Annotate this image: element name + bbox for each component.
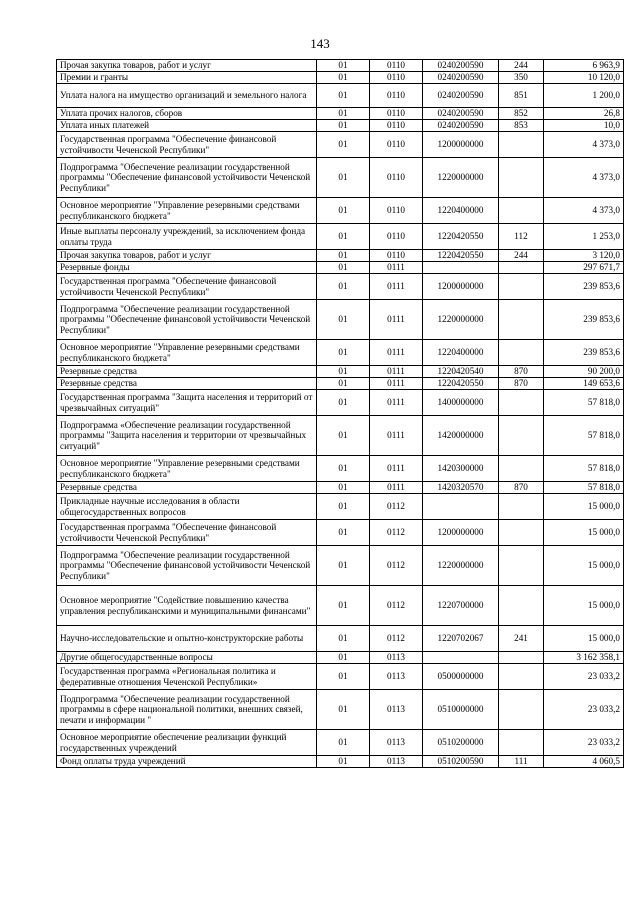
- row-expense-type: [499, 664, 544, 690]
- row-subsection: 0111: [370, 378, 423, 390]
- row-expense-type: [499, 690, 544, 730]
- row-subsection: 0113: [370, 730, 423, 756]
- row-amount: 4 373,0: [544, 132, 624, 158]
- row-name: Премии и гранты: [57, 72, 317, 84]
- row-section: 01: [317, 72, 370, 84]
- row-amount: 15 000,0: [544, 586, 624, 626]
- row-subsection: 0112: [370, 520, 423, 546]
- row-name: Прочая закупка товаров, работ и услуг: [57, 250, 317, 262]
- table-row: [57, 108, 624, 120]
- table-row: [57, 274, 624, 300]
- table-row: [57, 520, 624, 546]
- row-subsection: 0113: [370, 652, 423, 664]
- table-row: [57, 664, 624, 690]
- row-amount: 15 000,0: [544, 546, 624, 586]
- table-row: [57, 198, 624, 224]
- row-amount: 239 853,6: [544, 274, 624, 300]
- row-target-article: 0240200590: [423, 84, 499, 108]
- row-subsection: 0111: [370, 274, 423, 300]
- row-section: 01: [317, 546, 370, 586]
- row-name: Уплата прочих налогов, сборов: [57, 108, 317, 120]
- table-row: [57, 262, 624, 274]
- table-row: [57, 378, 624, 390]
- row-subsection: 0110: [370, 224, 423, 250]
- row-expense-type: 111: [499, 756, 544, 768]
- row-name: Прикладные научные исследования в области общегосударственных вопросов: [57, 494, 317, 520]
- row-section: 01: [317, 730, 370, 756]
- row-target-article: 1220420540: [423, 366, 499, 378]
- row-subsection: 0111: [370, 416, 423, 456]
- row-subsection: 0113: [370, 690, 423, 730]
- table-row: [57, 340, 624, 366]
- row-target-article: 1220700000: [423, 586, 499, 626]
- row-target-article: [423, 262, 499, 274]
- row-section: 01: [317, 224, 370, 250]
- row-expense-type: [499, 416, 544, 456]
- row-expense-type: [499, 494, 544, 520]
- row-subsection: 0113: [370, 664, 423, 690]
- row-subsection: 0110: [370, 72, 423, 84]
- row-amount: 149 653,6: [544, 378, 624, 390]
- row-expense-type: [499, 300, 544, 340]
- row-amount: 4 373,0: [544, 198, 624, 224]
- row-subsection: 0112: [370, 626, 423, 652]
- row-subsection: 0113: [370, 756, 423, 768]
- row-subsection: 0111: [370, 366, 423, 378]
- row-expense-type: [499, 158, 544, 198]
- row-target-article: 1200000000: [423, 132, 499, 158]
- row-name: Основное мероприятие "Содействие повышению качества управления республиканскими и муниципальными финансами": [57, 586, 317, 626]
- row-section: 01: [317, 664, 370, 690]
- row-subsection: 0111: [370, 482, 423, 494]
- row-name: Основное мероприятие "Управление резервными средствами республиканского бюджета": [57, 198, 317, 224]
- table-row: [57, 84, 624, 108]
- row-section: 01: [317, 274, 370, 300]
- row-expense-type: 244: [499, 60, 544, 72]
- row-name: Фонд оплаты труда учреждений: [57, 756, 317, 768]
- row-amount: 1 200,0: [544, 84, 624, 108]
- row-name: Основное мероприятие "Управление резервными средствами республиканского бюджета": [57, 456, 317, 482]
- budget-table-body: [57, 60, 624, 768]
- row-name: Государственная программа "Обеспечение финансовой устойчивости Чеченской Республики": [57, 132, 317, 158]
- table-row: [57, 730, 624, 756]
- row-expense-type: 870: [499, 378, 544, 390]
- row-section: 01: [317, 494, 370, 520]
- row-expense-type: [499, 520, 544, 546]
- row-expense-type: [499, 586, 544, 626]
- row-target-article: 1220000000: [423, 546, 499, 586]
- table-row: [57, 72, 624, 84]
- row-expense-type: [499, 730, 544, 756]
- row-section: 01: [317, 120, 370, 132]
- row-amount: 239 853,6: [544, 340, 624, 366]
- row-target-article: 0510200590: [423, 756, 499, 768]
- row-target-article: 0510200000: [423, 730, 499, 756]
- row-name: Иные выплаты персоналу учреждений, за исключением фонда оплаты труда: [57, 224, 317, 250]
- row-target-article: 1220400000: [423, 340, 499, 366]
- row-expense-type: [499, 456, 544, 482]
- table-row: [57, 224, 624, 250]
- table-row: [57, 250, 624, 262]
- page-number: 143: [310, 36, 330, 51]
- row-amount: 57 818,0: [544, 390, 624, 416]
- row-section: 01: [317, 626, 370, 652]
- row-expense-type: 870: [499, 366, 544, 378]
- row-name: Другие общегосударственные вопросы: [57, 652, 317, 664]
- row-expense-type: [499, 546, 544, 586]
- row-section: 01: [317, 520, 370, 546]
- row-subsection: 0112: [370, 546, 423, 586]
- table-row: [57, 416, 624, 456]
- row-amount: 57 818,0: [544, 482, 624, 494]
- row-name: Резервные средства: [57, 482, 317, 494]
- table-row: [57, 120, 624, 132]
- table-row: [57, 132, 624, 158]
- row-subsection: 0110: [370, 198, 423, 224]
- row-target-article: 1220420550: [423, 224, 499, 250]
- row-expense-type: 350: [499, 72, 544, 84]
- row-expense-type: [499, 198, 544, 224]
- table-row: [57, 690, 624, 730]
- row-section: 01: [317, 390, 370, 416]
- row-section: 01: [317, 378, 370, 390]
- table-row: [57, 626, 624, 652]
- row-name: Подпрограмма "Обеспечение реализации государственной программы в сфере национальной политики, внешних связей, печати и информации ": [57, 690, 317, 730]
- row-amount: 4 060,5: [544, 756, 624, 768]
- row-name: Подпрограмма «Обеспечение реализации государственной программы "Защита населения и территории от чрезвычайных ситуаций": [57, 416, 317, 456]
- row-target-article: 1420320570: [423, 482, 499, 494]
- table-row: [57, 158, 624, 198]
- row-subsection: 0110: [370, 108, 423, 120]
- row-name: Государственная программа "Защита населения и территорий от чрезвычайных ситуаций": [57, 390, 317, 416]
- budget-table: [56, 59, 624, 768]
- row-subsection: 0110: [370, 84, 423, 108]
- row-section: 01: [317, 340, 370, 366]
- row-name: Уплата налога на имущество организаций и земельного налога: [57, 84, 317, 108]
- row-expense-type: [499, 274, 544, 300]
- row-name: Прочая закупка товаров, работ и услуг: [57, 60, 317, 72]
- row-name: Научно-исследовательские и опытно-конструкторские работы: [57, 626, 317, 652]
- row-section: 01: [317, 652, 370, 664]
- row-name: Резервные средства: [57, 366, 317, 378]
- row-amount: 3 120,0: [544, 250, 624, 262]
- row-subsection: 0111: [370, 456, 423, 482]
- row-expense-type: [499, 132, 544, 158]
- row-expense-type: 853: [499, 120, 544, 132]
- row-target-article: 1220000000: [423, 158, 499, 198]
- row-name: Подпрограмма "Обеспечение реализации государственной программы "Обеспечение финансовой устойчивости Чеченской Республики": [57, 546, 317, 586]
- row-section: 01: [317, 300, 370, 340]
- row-section: 01: [317, 482, 370, 494]
- row-amount: 297 671,7: [544, 262, 624, 274]
- row-amount: 57 818,0: [544, 416, 624, 456]
- row-subsection: 0110: [370, 250, 423, 262]
- row-section: 01: [317, 84, 370, 108]
- row-amount: 23 033,2: [544, 730, 624, 756]
- row-amount: 1 253,0: [544, 224, 624, 250]
- row-subsection: 0110: [370, 132, 423, 158]
- row-name: Подпрограмма "Обеспечение реализации государственной программы "Обеспечение финансовой устойчивости Чеченской Республики": [57, 300, 317, 340]
- row-amount: 23 033,2: [544, 664, 624, 690]
- row-amount: 10,0: [544, 120, 624, 132]
- row-target-article: 1220400000: [423, 198, 499, 224]
- row-target-article: 1400000000: [423, 390, 499, 416]
- row-target-article: 0240200590: [423, 60, 499, 72]
- row-expense-type: 244: [499, 250, 544, 262]
- row-subsection: 0111: [370, 262, 423, 274]
- row-subsection: 0112: [370, 494, 423, 520]
- row-amount: 23 033,2: [544, 690, 624, 730]
- row-amount: 90 200,0: [544, 366, 624, 378]
- row-amount: 6 963,9: [544, 60, 624, 72]
- row-amount: 239 853,6: [544, 300, 624, 340]
- table-row: [57, 494, 624, 520]
- row-subsection: 0110: [370, 120, 423, 132]
- row-subsection: 0111: [370, 300, 423, 340]
- row-target-article: 1220420550: [423, 250, 499, 262]
- row-amount: 4 373,0: [544, 158, 624, 198]
- table-row: [57, 546, 624, 586]
- table-row: [57, 390, 624, 416]
- row-expense-type: 112: [499, 224, 544, 250]
- row-expense-type: 852: [499, 108, 544, 120]
- row-section: 01: [317, 132, 370, 158]
- row-name: Уплата иных платежей: [57, 120, 317, 132]
- row-section: 01: [317, 262, 370, 274]
- table-row: [57, 756, 624, 768]
- row-section: 01: [317, 756, 370, 768]
- row-amount: 3 162 358,1: [544, 652, 624, 664]
- row-name: Основное мероприятие "Управление резервными средствами республиканского бюджета": [57, 340, 317, 366]
- table-row: [57, 652, 624, 664]
- row-section: 01: [317, 198, 370, 224]
- row-target-article: 0240200590: [423, 120, 499, 132]
- table-row: [57, 456, 624, 482]
- row-section: 01: [317, 690, 370, 730]
- row-target-article: 1420000000: [423, 416, 499, 456]
- row-subsection: 0112: [370, 586, 423, 626]
- row-amount: 15 000,0: [544, 494, 624, 520]
- row-target-article: 1220420550: [423, 378, 499, 390]
- row-target-article: 1200000000: [423, 520, 499, 546]
- row-name: Государственная программа "Обеспечение финансовой устойчивости Чеченской Республики": [57, 274, 317, 300]
- row-section: 01: [317, 250, 370, 262]
- table-row: [57, 586, 624, 626]
- table-row: [57, 366, 624, 378]
- row-amount: 15 000,0: [544, 520, 624, 546]
- row-subsection: 0111: [370, 340, 423, 366]
- row-expense-type: [499, 262, 544, 274]
- row-name: Резервные средства: [57, 378, 317, 390]
- row-section: 01: [317, 108, 370, 120]
- row-section: 01: [317, 416, 370, 456]
- row-expense-type: 851: [499, 84, 544, 108]
- row-target-article: 0510000000: [423, 690, 499, 730]
- row-expense-type: 241: [499, 626, 544, 652]
- row-expense-type: [499, 340, 544, 366]
- table-row: [57, 482, 624, 494]
- row-target-article: 0500000000: [423, 664, 499, 690]
- table-row: [57, 60, 624, 72]
- row-name: Государственная программа «Региональная политика и федеративные отношения Чеченской Республики»: [57, 664, 317, 690]
- row-target-article: 0240200590: [423, 72, 499, 84]
- row-name: Государственная программа "Обеспечение финансовой устойчивости Чеченской Республики": [57, 520, 317, 546]
- row-section: 01: [317, 586, 370, 626]
- row-expense-type: [499, 390, 544, 416]
- row-subsection: 0110: [370, 158, 423, 198]
- row-expense-type: 870: [499, 482, 544, 494]
- row-target-article: 1220000000: [423, 300, 499, 340]
- row-amount: 57 818,0: [544, 456, 624, 482]
- table-row: [57, 300, 624, 340]
- row-subsection: 0111: [370, 390, 423, 416]
- row-name: Основное мероприятие обеспечение реализации функций государственных учреждений: [57, 730, 317, 756]
- row-section: 01: [317, 366, 370, 378]
- row-section: 01: [317, 158, 370, 198]
- row-amount: 10 120,0: [544, 72, 624, 84]
- row-name: Резервные фонды: [57, 262, 317, 274]
- row-amount: 26,8: [544, 108, 624, 120]
- row-target-article: [423, 494, 499, 520]
- row-target-article: 1420300000: [423, 456, 499, 482]
- row-amount: 15 000,0: [544, 626, 624, 652]
- row-target-article: 0240200590: [423, 108, 499, 120]
- row-name: Подпрограмма "Обеспечение реализации государственной программы "Обеспечение финансовой устойчивости Чеченской Республики": [57, 158, 317, 198]
- row-target-article: 1200000000: [423, 274, 499, 300]
- row-section: 01: [317, 456, 370, 482]
- row-target-article: 1220702067: [423, 626, 499, 652]
- row-subsection: 0110: [370, 60, 423, 72]
- row-target-article: [423, 652, 499, 664]
- row-expense-type: [499, 652, 544, 664]
- row-section: 01: [317, 60, 370, 72]
